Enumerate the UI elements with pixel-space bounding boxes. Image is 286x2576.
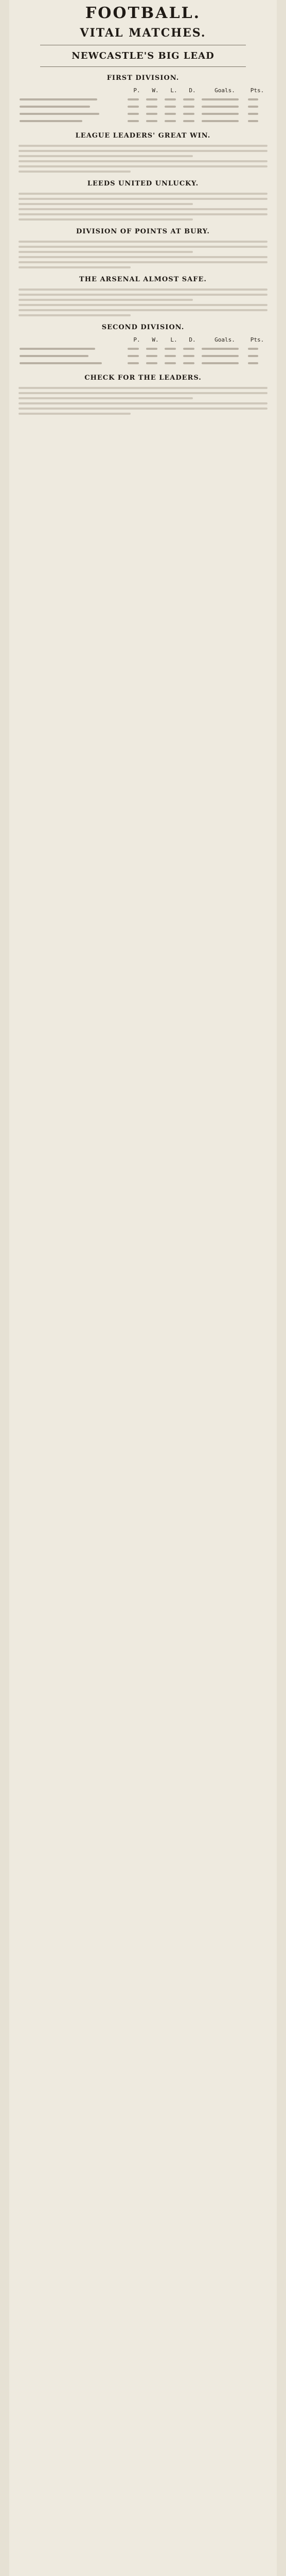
section-first-division: FIRST DIVISION. — [106, 74, 180, 82]
section-second-division: SECOND DIVISION. — [101, 324, 185, 331]
table-row — [20, 103, 266, 110]
table-row — [20, 360, 266, 367]
col-d: D. — [189, 87, 196, 94]
col-l: L. — [170, 336, 177, 343]
table-row — [20, 352, 266, 360]
article-text — [19, 193, 267, 221]
col-goals: Goals. — [214, 336, 235, 343]
article-text — [19, 289, 267, 316]
article-text — [19, 241, 267, 268]
table-row — [20, 345, 266, 352]
subhead: NEWCASTLE'S BIG LEAD — [72, 50, 214, 61]
newspaper-page — [9, 0, 277, 2576]
article-text — [19, 387, 267, 415]
section-division-points: DIVISION OF POINTS AT BURY. — [76, 228, 210, 235]
section-leeds-unlucky: LEEDS UNITED UNLUCKY. — [87, 180, 199, 188]
col-w: W. — [152, 336, 159, 343]
table-row — [20, 110, 266, 117]
col-d: D. — [189, 336, 196, 343]
league-table-second — [20, 345, 266, 367]
col-l: L. — [170, 87, 177, 94]
col-p: P. — [133, 87, 140, 94]
table-header — [9, 87, 277, 94]
section-check-leaders: CHECK FOR THE LEADERS. — [84, 374, 202, 382]
col-w: W. — [152, 87, 159, 94]
headline: VITAL MATCHES. — [80, 26, 206, 40]
col-goals: Goals. — [214, 87, 235, 94]
section-league-leaders: LEAGUE LEADERS' GREAT WIN. — [75, 132, 211, 140]
article-text — [19, 145, 267, 173]
masthead-title: FOOTBALL. — [85, 4, 201, 22]
table-row — [20, 96, 266, 103]
league-table — [20, 96, 266, 125]
section-arsenal: THE ARSENAL ALMOST SAFE. — [79, 276, 207, 283]
table-header-second — [9, 336, 277, 343]
col-p: P. — [133, 336, 140, 343]
divider — [40, 66, 246, 67]
col-pts: Pts. — [250, 336, 264, 343]
col-pts: Pts. — [250, 87, 264, 94]
table-row — [20, 117, 266, 125]
